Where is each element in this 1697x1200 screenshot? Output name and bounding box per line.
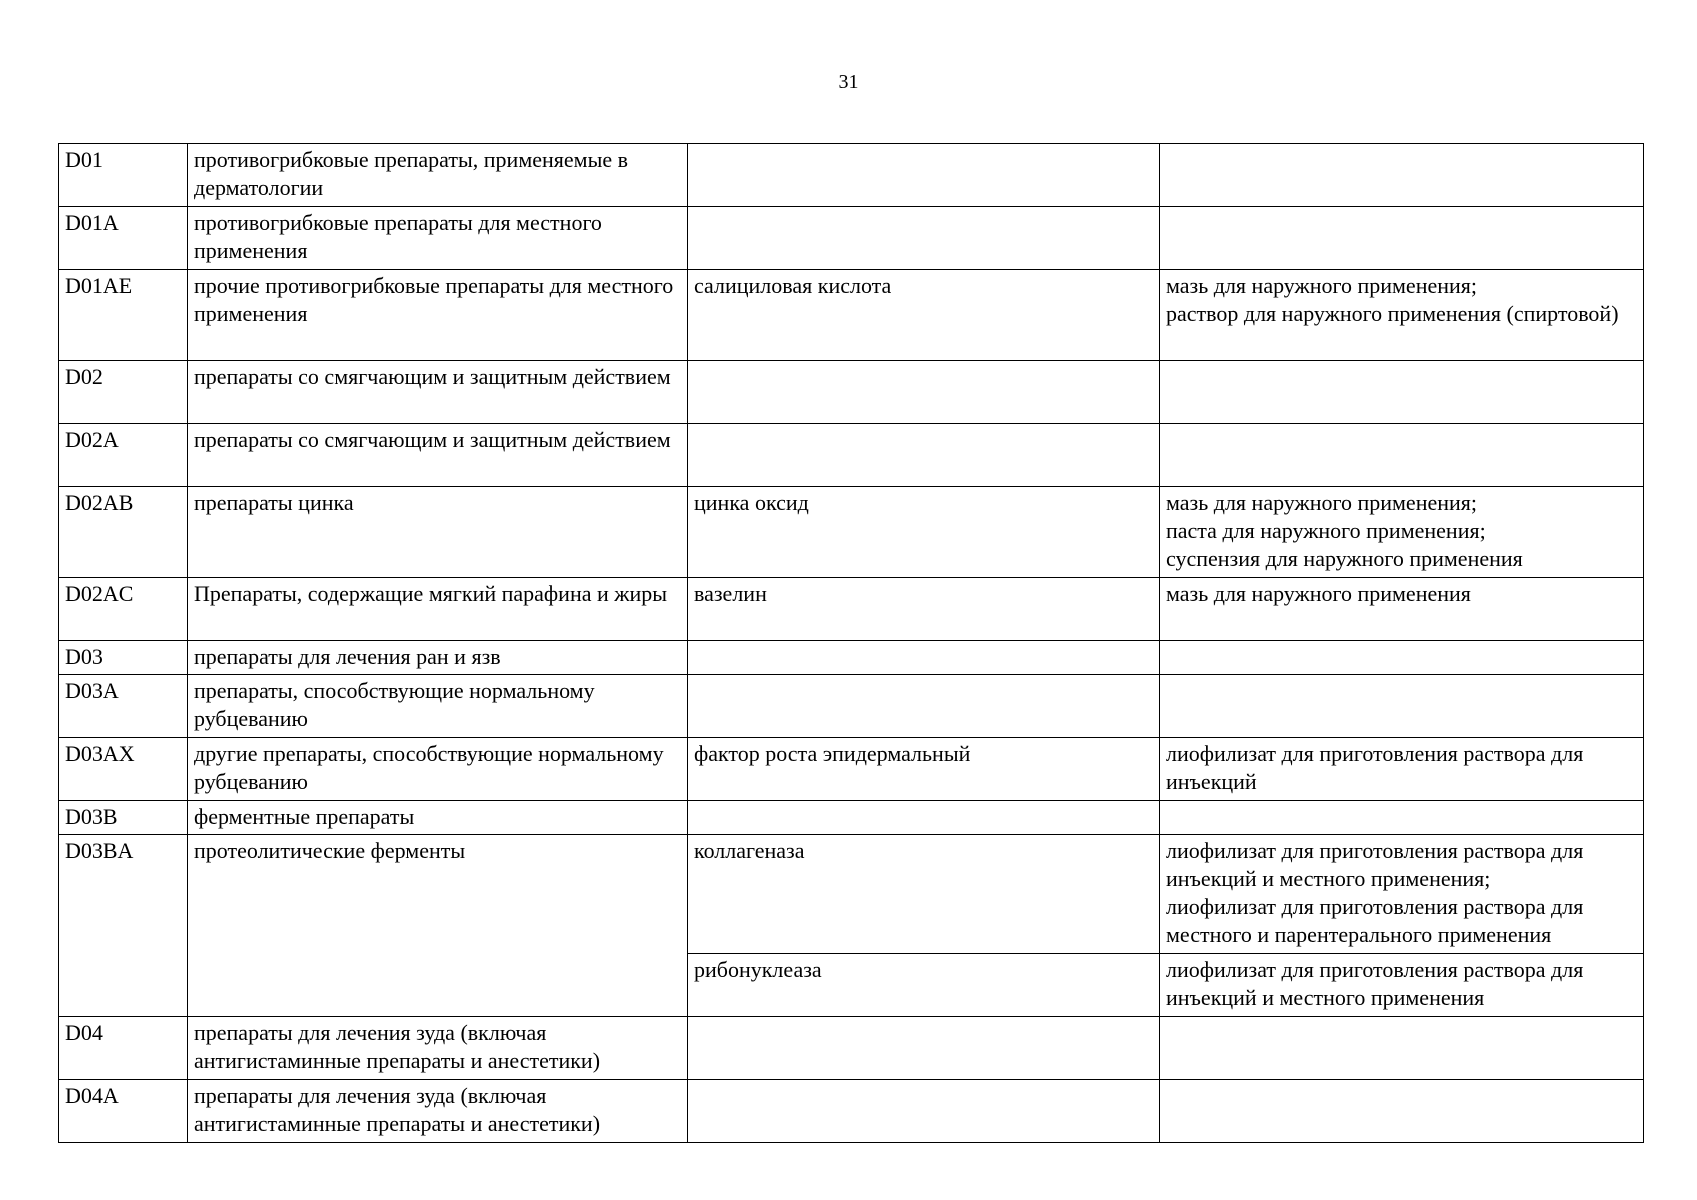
table-row bbox=[59, 1017, 1644, 1080]
substance-cell bbox=[688, 675, 1160, 738]
table-row bbox=[59, 801, 1644, 835]
atc-code-cell: D02AB bbox=[59, 487, 188, 578]
dosage-form-cell bbox=[1160, 487, 1644, 578]
dosage-form-cell bbox=[1160, 361, 1644, 424]
dosage-form-cell bbox=[1160, 738, 1644, 801]
atc-code-cell: D03A bbox=[59, 675, 188, 738]
table-row bbox=[59, 1080, 1644, 1143]
dosage-form-cell bbox=[1160, 1080, 1644, 1143]
table-row bbox=[59, 578, 1644, 641]
dosage-form-line: лиофилизат для приготовления раствора для инъекций bbox=[1166, 741, 1584, 794]
atc-code-cell: D01AE bbox=[59, 270, 188, 361]
substance-cell: салициловая кислота bbox=[688, 270, 1160, 361]
substance-cell bbox=[688, 641, 1160, 675]
substance-cell: цинка оксид bbox=[688, 487, 1160, 578]
atc-code-cell: D01A bbox=[59, 207, 188, 270]
substance-cell bbox=[688, 207, 1160, 270]
atc-code-cell: D04 bbox=[59, 1017, 188, 1080]
group-name-cell: препараты для лечения зуда (включая антигистаминные препараты и анестетики) bbox=[188, 1080, 688, 1143]
dosage-form-line: лиофилизат для приготовления раствора для инъекций и местного применения; bbox=[1166, 838, 1584, 891]
table-row bbox=[59, 641, 1644, 675]
group-name-cell: препараты со смягчающим и защитным действием bbox=[188, 361, 688, 424]
atc-code-cell: D04A bbox=[59, 1080, 188, 1143]
atc-code-cell: D03AX bbox=[59, 738, 188, 801]
atc-code-cell: D02 bbox=[59, 361, 188, 424]
atc-code-cell: D02A bbox=[59, 424, 188, 487]
table-row bbox=[59, 738, 1644, 801]
group-name-cell: прочие противогрибковые препараты для местного применения bbox=[188, 270, 688, 361]
substance-cell bbox=[688, 144, 1160, 207]
table-row bbox=[59, 207, 1644, 270]
dosage-form-cell bbox=[1160, 270, 1644, 361]
atc-code-cell: D03BA bbox=[59, 835, 188, 1017]
dosage-form-line: лиофилизат для приготовления раствора для инъекций и местного применения bbox=[1166, 957, 1584, 1010]
group-name-cell: препараты для лечения зуда (включая антигистаминные препараты и анестетики) bbox=[188, 1017, 688, 1080]
dosage-form-line: мазь для наружного применения bbox=[1166, 581, 1471, 606]
substance-cell bbox=[688, 801, 1160, 835]
dosage-form-line: паста для наружного применения; bbox=[1166, 518, 1486, 543]
dosage-form-cell bbox=[1160, 207, 1644, 270]
table-row bbox=[59, 675, 1644, 738]
dosage-form-cell bbox=[1160, 641, 1644, 675]
group-name-cell: противогрибковые препараты, применяемые в дерматологии bbox=[188, 144, 688, 207]
dosage-form-cell bbox=[1160, 578, 1644, 641]
substance-cell: вазелин bbox=[688, 578, 1160, 641]
dosage-form-cell bbox=[1160, 801, 1644, 835]
substance-cell: рибонуклеаза bbox=[688, 954, 1160, 1017]
dosage-form-cell bbox=[1160, 144, 1644, 207]
atc-code-cell: D03 bbox=[59, 641, 188, 675]
table-row bbox=[59, 424, 1644, 487]
page-number: 31 bbox=[838, 71, 859, 93]
substance-cell bbox=[688, 361, 1160, 424]
dosage-form-cell bbox=[1160, 424, 1644, 487]
substance-cell bbox=[688, 1017, 1160, 1080]
group-name-cell: препараты цинка bbox=[188, 487, 688, 578]
group-name-cell: протеолитические ферменты bbox=[188, 835, 688, 1017]
group-name-cell: другие препараты, способствующие нормальному рубцеванию bbox=[188, 738, 688, 801]
dosage-form-cell bbox=[1160, 835, 1644, 954]
group-name-cell: препараты со смягчающим и защитным действием bbox=[188, 424, 688, 487]
table-row bbox=[59, 487, 1644, 578]
table-row bbox=[59, 361, 1644, 424]
dosage-form-cell bbox=[1160, 1017, 1644, 1080]
substance-cell: фактор роста эпидермальный bbox=[688, 738, 1160, 801]
group-name-cell: противогрибковые препараты для местного применения bbox=[188, 207, 688, 270]
atc-code-cell: D02AC bbox=[59, 578, 188, 641]
atc-code-cell: D01 bbox=[59, 144, 188, 207]
dosage-form-line: раствор для наружного применения (спиртовой) bbox=[1166, 301, 1619, 326]
dosage-form-line: лиофилизат для приготовления раствора для местного и парентерального применения bbox=[1166, 894, 1584, 947]
group-name-cell: ферментные препараты bbox=[188, 801, 688, 835]
group-name-cell: Препараты, содержащие мягкий парафина и жиры bbox=[188, 578, 688, 641]
dosage-form-line: мазь для наружного применения; bbox=[1166, 490, 1478, 515]
table-row bbox=[59, 144, 1644, 207]
atc-drug-table bbox=[58, 143, 1644, 1143]
group-name-cell: препараты для лечения ран и язв bbox=[188, 641, 688, 675]
dosage-form-line: мазь для наружного применения; bbox=[1166, 273, 1478, 298]
substance-cell: коллагеназа bbox=[688, 835, 1160, 954]
table-row bbox=[59, 270, 1644, 361]
atc-code-cell: D03B bbox=[59, 801, 188, 835]
dosage-form-cell bbox=[1160, 954, 1644, 1017]
dosage-form-cell bbox=[1160, 675, 1644, 738]
table-row bbox=[59, 835, 1644, 954]
substance-cell bbox=[688, 424, 1160, 487]
group-name-cell: препараты, способствующие нормальному рубцеванию bbox=[188, 675, 688, 738]
dosage-form-line: суспензия для наружного применения bbox=[1166, 546, 1523, 571]
substance-cell bbox=[688, 1080, 1160, 1143]
